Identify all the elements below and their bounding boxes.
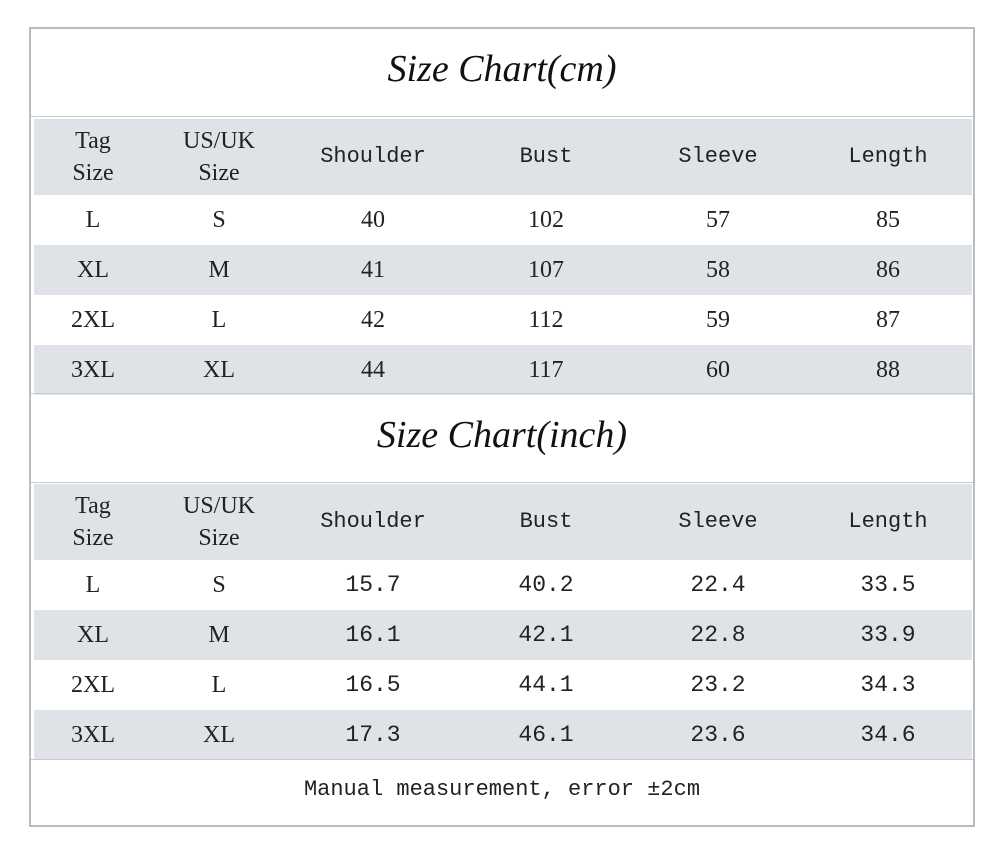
inch-size-table	[34, 484, 972, 760]
cell-length: 88	[876, 356, 900, 383]
cell-us-uk-size: XL	[203, 356, 235, 383]
cell-tag-size: L	[85, 571, 101, 598]
cell-sleeve: 60	[706, 356, 730, 383]
header-length: Length	[848, 509, 928, 534]
cell-sleeve: 23.6	[690, 722, 746, 748]
cell-us-uk-size: M	[208, 256, 230, 283]
cell-tag-size: L	[85, 206, 101, 233]
table-row	[34, 560, 972, 610]
header-shoulder: Shoulder	[320, 509, 426, 534]
header-tag-size: Tag Size	[72, 493, 114, 551]
cell-tag-size: 3XL	[71, 721, 115, 748]
cell-us-uk-size: M	[208, 621, 230, 648]
table-row	[34, 610, 972, 660]
table-row	[34, 295, 972, 345]
header-us-uk-size: US/UK Size	[182, 493, 255, 551]
cell-tag-size: XL	[77, 256, 109, 283]
header-sleeve: Sleeve	[678, 144, 758, 169]
cell-sleeve: 23.2	[690, 672, 746, 698]
measurement-note: Manual measurement, error ±2cm	[303, 777, 701, 802]
cell-tag-size: 2XL	[71, 671, 115, 698]
cell-bust: 117	[528, 356, 564, 383]
cell-bust: 46.1	[518, 722, 574, 748]
cell-length: 85	[876, 206, 900, 233]
cell-length: 34.6	[860, 722, 916, 748]
header-bust: Bust	[519, 509, 573, 534]
cell-sleeve: 22.4	[690, 572, 746, 598]
cell-length: 86	[876, 256, 900, 283]
table-header-row	[34, 119, 972, 195]
divider	[31, 759, 973, 760]
cell-shoulder: 44	[361, 356, 385, 383]
cell-sleeve: 22.8	[690, 622, 746, 648]
cell-shoulder: 16.1	[345, 622, 401, 648]
table-header-row	[34, 484, 972, 560]
cell-bust: 40.2	[518, 572, 574, 598]
header-sleeve: Sleeve	[678, 509, 758, 534]
table-row	[34, 345, 972, 395]
cell-us-uk-size: S	[212, 571, 226, 598]
cell-tag-size: 3XL	[71, 356, 115, 383]
cell-length: 34.3	[860, 672, 916, 698]
cell-length: 33.5	[860, 572, 916, 598]
cell-length: 33.9	[860, 622, 916, 648]
cell-shoulder: 40	[361, 206, 385, 233]
cell-shoulder: 17.3	[345, 722, 401, 748]
cell-us-uk-size: S	[212, 206, 226, 233]
cell-us-uk-size: XL	[203, 721, 235, 748]
cm-chart-title: Size Chart(cm)	[387, 48, 617, 90]
cell-sleeve: 58	[706, 256, 730, 283]
cell-us-uk-size: L	[211, 671, 227, 698]
cell-tag-size: XL	[77, 621, 109, 648]
cell-bust: 44.1	[518, 672, 574, 698]
cell-shoulder: 41	[361, 256, 385, 283]
header-bust: Bust	[519, 144, 573, 169]
table-row	[34, 660, 972, 710]
cell-shoulder: 15.7	[345, 572, 401, 598]
cell-bust: 112	[528, 306, 564, 333]
header-shoulder: Shoulder	[320, 144, 426, 169]
divider	[31, 482, 973, 483]
cm-size-table	[34, 119, 972, 395]
divider	[31, 116, 973, 117]
table-row	[34, 245, 972, 295]
cell-bust: 42.1	[518, 622, 574, 648]
table-row	[34, 710, 972, 760]
header-length: Length	[848, 144, 928, 169]
size-chart-frame	[29, 27, 975, 827]
table-row	[34, 195, 972, 245]
cell-length: 87	[876, 306, 900, 333]
inch-chart-title: Size Chart(inch)	[376, 414, 628, 456]
cell-bust: 102	[528, 206, 564, 233]
header-us-uk-size: US/UK Size	[182, 128, 255, 186]
cell-bust: 107	[528, 256, 564, 283]
cell-us-uk-size: L	[211, 306, 227, 333]
cell-shoulder: 42	[361, 306, 385, 333]
cell-tag-size: 2XL	[71, 306, 115, 333]
header-tag-size: Tag Size	[72, 128, 114, 186]
cell-sleeve: 57	[706, 206, 730, 233]
cell-sleeve: 59	[706, 306, 730, 333]
cell-shoulder: 16.5	[345, 672, 401, 698]
divider	[31, 393, 973, 394]
